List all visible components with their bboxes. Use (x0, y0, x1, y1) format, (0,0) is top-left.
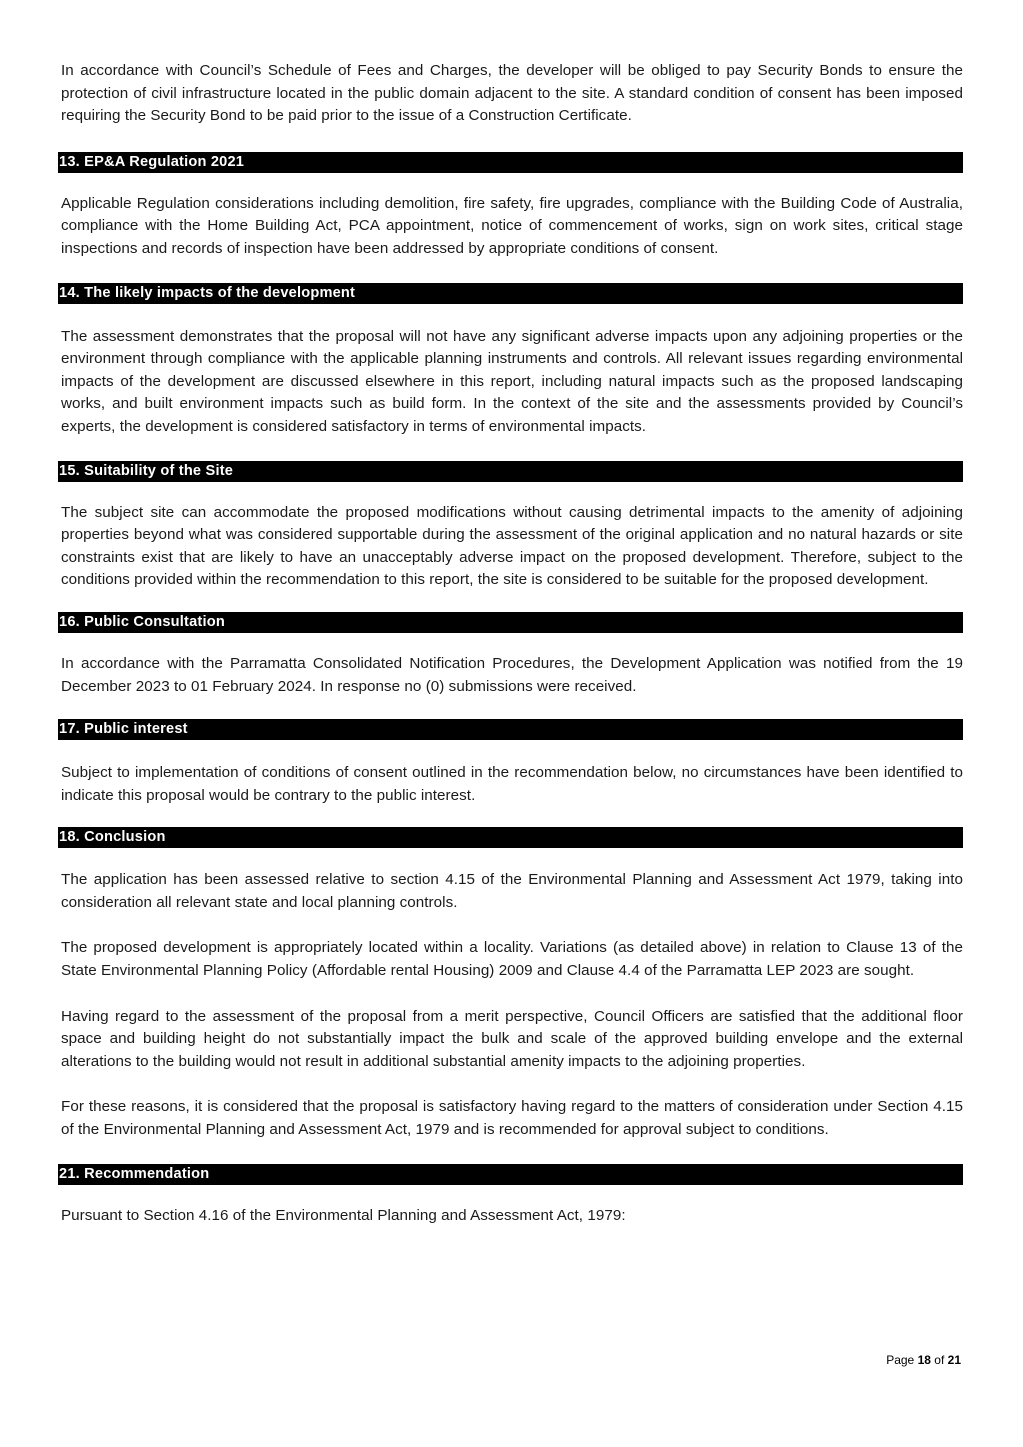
paragraph-conclusion-3: Having regard to the assessment of the proposal from a merit perspective, Council Officers are satisfied that the additional floor space and building height do not substantially impact the bulk and scale of the approved building envelope and the external alterations to the building would not result in additional substantial amenity impacts to the adjoining properties. (61, 1007, 963, 1070)
paragraph-conclusion-4: For these reasons, it is considered that the proposal is satisfactory having regard to the matters of consideration under Section 4.15 of the Environmental Planning and Assessment Act, 1979 and is recommended for approval subject to conditions. (61, 1098, 963, 1139)
paragraph-recommendation: Pursuant to Section 4.16 of the Environmental Planning and Assessment Act, 1979: (61, 1206, 626, 1224)
section-heading-14: 14. The likely impacts of the development (58, 283, 963, 304)
paragraph-likely-impacts: The assessment demonstrates that the proposal will not have any significant adverse impacts upon any adjoining properties or the environment through compliance with the applicable planning instruments and controls. All relevant issues regarding environmental impacts of the development are discussed elsewhere in this report, including natural impacts such as the proposed landscaping works, and built environment impacts such as build form. In the context of the site and the assessments provided by Council’s experts, the development is considered satisfactory in terms of environmental impacts. (61, 327, 963, 435)
paragraph-public-consultation: In accordance with the Parramatta Consolidated Notification Procedures, the Development Application was notified from the 19 December 2023 to 01 February 2024. In response no (0) submissions were received. (61, 654, 963, 695)
paragraph-site-suitability: The subject site can accommodate the proposed modifications without causing detrimental impacts to the amenity of adjoining properties beyond what was considered supportable during the assessment of the original application and no natural hazards or site constraints exist that are likely to have an unacceptably adverse impact on the proposed development. Therefore, subject to the conditions provided within the recommendation to this report, the site is considered to be suitable for the proposed development. (61, 503, 963, 589)
current-page: 18 (917, 1353, 931, 1367)
section-heading-17: 17. Public interest (58, 719, 963, 740)
total-pages: 21 (947, 1353, 961, 1367)
paragraph-conclusion-1: The application has been assessed relative to section 4.15 of the Environmental Planning and Assessment Act 1979, taking into consideration all relevant state and local planning controls. (61, 871, 963, 911)
section-heading-16: 16. Public Consultation (58, 612, 963, 633)
page-label: Page (886, 1353, 915, 1367)
document-page (61, 60, 963, 1227)
section-heading-15: 15. Suitability of the Site (58, 461, 963, 482)
paragraph-conclusion-2: The proposed development is appropriately located within a locality. Variations (as detailed above) in relation to Clause 13 of the State Environmental Planning Policy (Affordable rental Housing) 2009 and Clause 4.4 of the Parramatta LEP 2023 are sought. (61, 939, 963, 980)
page-number (886, 1353, 961, 1367)
section-heading-18: 18. Conclusion (58, 827, 963, 848)
paragraph-public-interest: Subject to implementation of conditions of consent outlined in the recommendation below, no circumstances have been identified to indicate this proposal would be contrary to the public interest. (61, 764, 963, 804)
paragraph-security-bonds: In accordance with Council’s Schedule of Fees and Charges, the developer will be obliged to pay Security Bonds to ensure the protection of civil infrastructure located in the public domain adjacent to the site. A standard condition of consent has been imposed requiring the Security Bond to be paid prior to the issue of a Construction Certificate. (61, 62, 963, 125)
section-heading-13: 13. EP&A Regulation 2021 (58, 152, 963, 173)
section-heading-21: 21. Recommendation (58, 1164, 963, 1185)
of-label: of (934, 1353, 945, 1367)
paragraph-regulation: Applicable Regulation considerations including demolition, fire safety, fire upgrades, compliance with the Building Code of Australia, compliance with the Home Building Act, PCA appointment, notice of commencement of works, sign on work sites, critical stage inspections and records of inspection have been addressed by appropriate conditions of consent. (61, 194, 963, 257)
